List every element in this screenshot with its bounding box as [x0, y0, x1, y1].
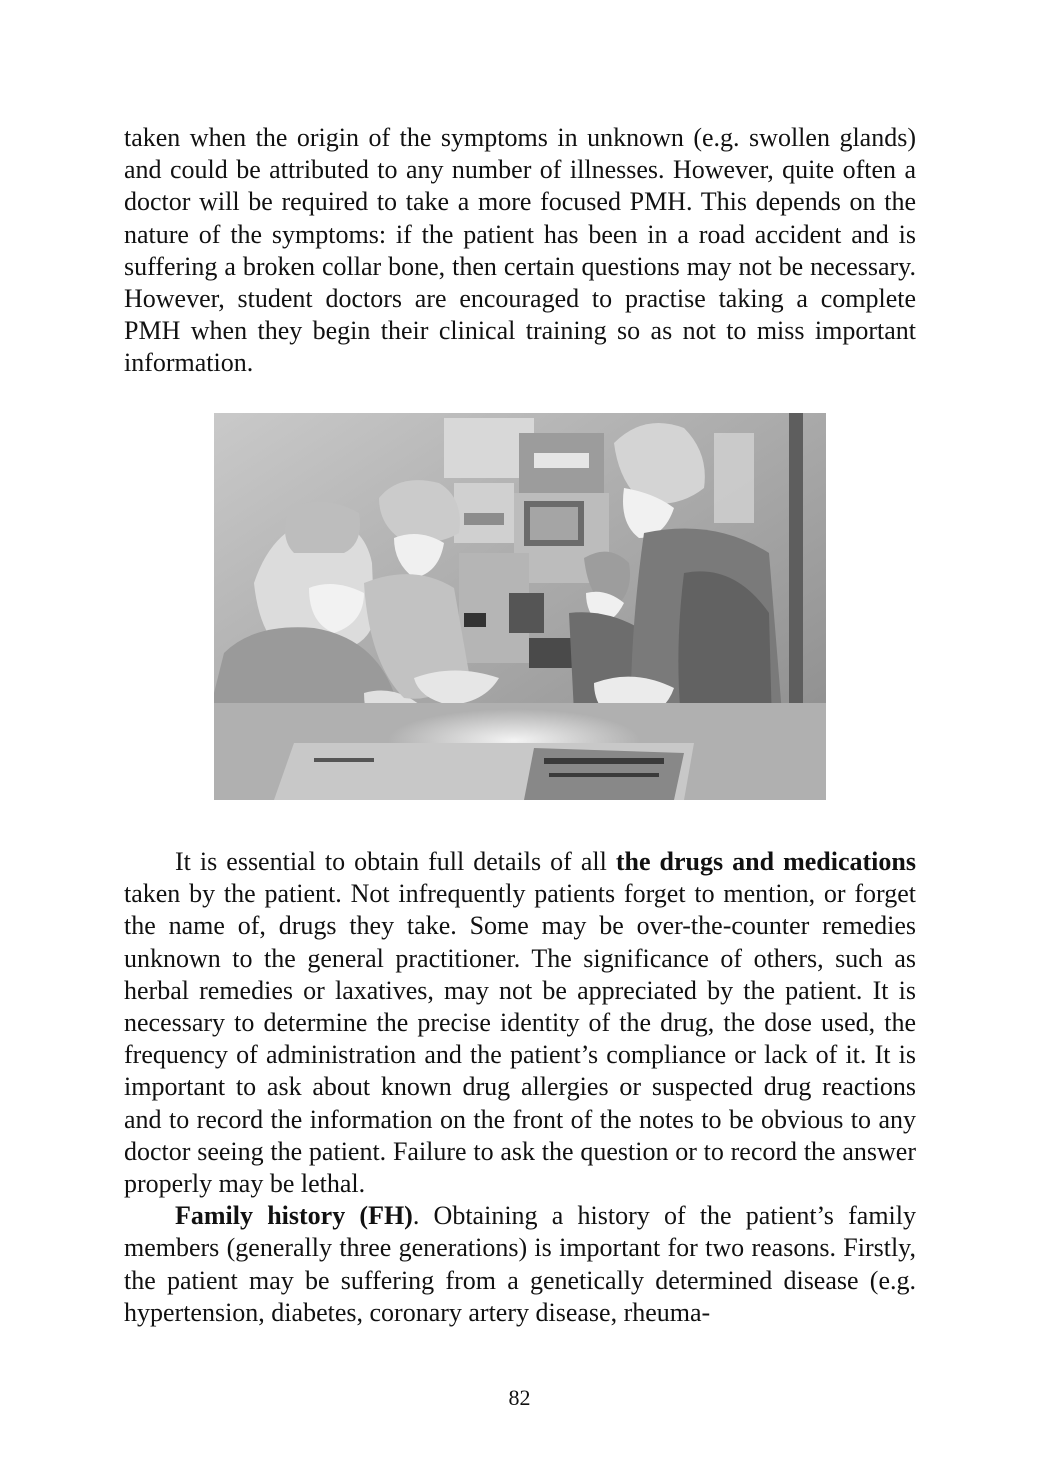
paragraph-block-1: [124, 122, 916, 380]
paragraph-drugs-medications: [124, 846, 916, 1200]
page-number: 82: [508, 1385, 531, 1410]
paragraph-block-2: [124, 846, 916, 1329]
surgery-photo-icon: [214, 413, 826, 800]
drugs-lead-text: It is essential to obtain full details of all: [175, 847, 616, 876]
paragraph-family-history: [124, 1200, 916, 1329]
surgery-photo: [214, 413, 826, 800]
family-history-heading: Family history (FH): [175, 1201, 413, 1231]
drugs-rest-text: taken by the patient. Not infrequently patients forget to mention, or forget the name of, drugs they take. Some may be over-the-counter remedies unknown to the general practitioner. The significance of others, such as herbal remedies or laxatives, may not be appreciated by the patient. It is necessary to determine the precise identity of the drug, the dose used, the frequency of administration and the patient’s compliance or lack of it. It is important to ask about known drug allergies or suspected drug reactions and to record the information on the front of the notes to be obvious to any doctor seeing the patient. Failure to ask the question or to record the answer properly may be lethal.: [124, 879, 916, 1199]
drugs-bold-term: the drugs and medications: [615, 847, 916, 876]
paragraph-past-medical-history: taken when the origin of the symptoms in unknown (e.g. swollen glands) and could be attributed to any number of illnesses. However, quite often a doctor will be required to take a more focused PMH. This depends on the nature of the symptoms: if the patient has been in a road accident and is suffering a broken collar bone, then certain questions may not be necessary. However, student doctors are encouraged to practise taking a complete PMH when they begin their clinical training so as not to miss important information.: [124, 123, 916, 378]
family-history-text: . Obtaining a history of the patient’s family members (generally three generations) is important for two reasons. Firstly, the patient may be suffering from a genetically determined disease (e.g. hypertension, diabetes, coronary artery disease, rheuma-: [124, 1201, 916, 1327]
